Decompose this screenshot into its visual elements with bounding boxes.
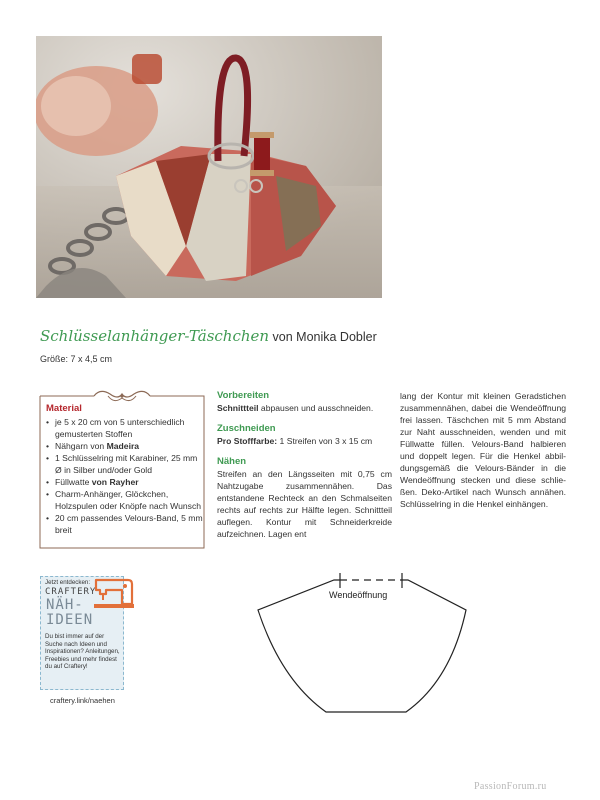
craftery-title-line1: NÄH-	[46, 597, 84, 613]
sewing-machine-icon	[92, 572, 136, 612]
craftery-title-line2: IDEEN	[46, 612, 94, 628]
zuschneiden-text: Pro Stofffarbe: 1 Streifen von 3 x 15 cm	[217, 436, 373, 446]
article-title-text: Schlüsselanhänger-Täschchen	[40, 327, 270, 345]
pattern-opening-label: Wendeöffnung	[329, 590, 388, 600]
list-item: • je 5 x 20 cm von 5 unterschiedlich gemusterten Stoffen	[46, 416, 204, 440]
craftery-text: Du bist immer auf der Suche nach Ideen und Inspirationen? Anleitungen, Freebies und mehr findest du auf Craftery!	[45, 633, 120, 671]
list-item: • Füllwatte von Rayher	[46, 476, 204, 488]
keychain-pouch-photo	[36, 36, 382, 298]
instructions-column-1	[217, 390, 392, 540]
naehen-text-part2: lang der Kontur mit kleinen Geradstichen zusammennähen, dabei die Wendeöffnung frei lassen. Täschchen mit 5 mm Abstand zur Naht ausschneiden, wenden und mit Füllwatte füllen. Velours-Band halbieren und doppelt legen. Für die Henkel abbildungsgemäß die Velours-Bänder in die Wendeöffnung stecken und diese schließen. Deko-Artikel nach Wunsch annähen. Schlüsselring in die Henkel einhängen.	[400, 391, 566, 509]
naehen-text-part1: Streifen an den Längsseiten mit 0,75 cm Nahtzugabe zusammennähen. Das entstandene Rechteck an den Schmalseiten rechts auf rechts zur Hälfte legen. Schnittteil auflegen. Kontur mit Schneiderkreide aufzeichnen. Lagen ent	[217, 469, 392, 539]
vorbereiten-text: Schnittteil abpausen und ausschneiden.	[217, 403, 374, 413]
material-heading: Material	[46, 403, 82, 414]
article-title	[40, 327, 377, 345]
craftery-intro: Jetzt entdecken:	[45, 579, 91, 586]
list-item: • Nähgarn von Madeira	[46, 440, 204, 452]
watermark: PassionForum.ru	[474, 781, 547, 792]
list-item: • 20 cm passendes Velours-Band, 5 mm breit	[46, 512, 204, 536]
zuschneiden-heading: Zuschneiden	[217, 423, 276, 434]
size-info: Größe: 7 x 4,5 cm	[40, 354, 113, 364]
craftery-link[interactable]: craftery.link/naehen	[50, 696, 115, 705]
craftery-brand: CRAFTERY	[45, 587, 97, 597]
product-photo	[36, 36, 382, 298]
list-item: • 1 Schlüsselring mit Karabiner, 25 mm Ø in Silber und/oder Gold	[46, 452, 204, 476]
list-item: • Charm-Anhänger, Glöckchen, Holzspulen oder Knöpfe nach Wunsch	[46, 488, 204, 512]
material-box	[38, 390, 206, 550]
naehen-heading: Nähen	[217, 456, 247, 467]
material-list	[46, 416, 204, 536]
article-byline: von Monika Dobler	[269, 330, 377, 344]
vorbereiten-heading: Vorbereiten	[217, 390, 270, 401]
